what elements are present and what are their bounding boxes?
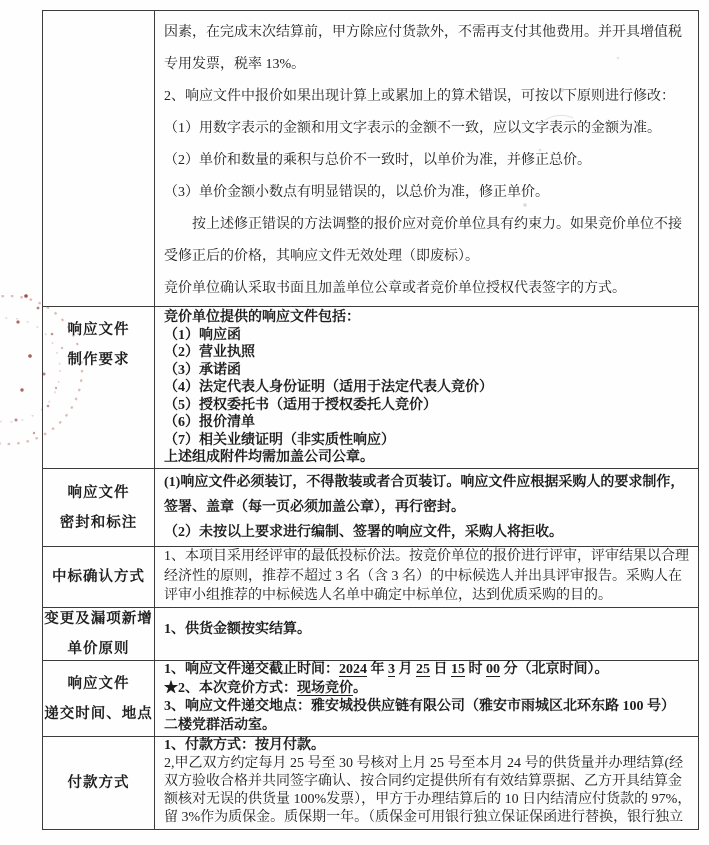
content-line: 受修正后的价格，其响应文件无效处理（即废标）。: [164, 249, 479, 264]
row-header-line: 付款方式: [67, 775, 130, 791]
underlined-text: 现场竞价: [297, 680, 353, 696]
content-line: 2、响应文件中报价如果出现计算上或累加上的算术错误，可按以下原则进行修改：: [164, 89, 675, 104]
content-line: （5）授权委托书（适用于授权委托人竞价）: [164, 397, 437, 413]
content-line: 按上述修正错误的方法调整的报价应对竞价单位具有约束力。如果竞价单位不接: [164, 217, 682, 232]
row-content: [155, 547, 698, 607]
text-segment: 1、响应文件递交截止时间：: [164, 662, 339, 677]
content-line: 1、付款方式：按月付款。: [164, 738, 325, 753]
content-line: 上述组成附件均需加盖公司公章。: [164, 450, 374, 465]
row-header: [43, 661, 155, 736]
row-header: [43, 469, 155, 546]
requirements-table: [42, 10, 699, 830]
row-header: [43, 11, 155, 306]
row-content: [155, 469, 698, 546]
text-segment: 时: [465, 662, 486, 677]
text-segment: 日: [430, 662, 451, 677]
content-line: 竞价单位确认采取书面且加盖单位公章或者竞价单位授权代表签字的方式。: [164, 281, 626, 296]
content-line: 1、本项目采用经评审的最低投标价法。按竞价单位的报价进行评审，评审结果以合理: [164, 549, 689, 564]
content-line: 因素，在完成末次结算前，甲方除应付货款外，不需再支付其他费用。并开具增值税: [164, 25, 682, 40]
content-line: 双方验收合格并共同签字确认、按合同约定提供所有有效结算票据、乙方开具结算金: [164, 774, 682, 789]
row-content: [155, 11, 698, 306]
table-row: [43, 661, 698, 737]
table-row: [43, 307, 698, 469]
row-header-line: 变更及漏项新增: [44, 611, 153, 627]
underlined-text: 2024: [339, 662, 367, 677]
row-header-line: 中标确认方式: [52, 569, 145, 585]
text-segment: ★2、本次竞价方式：: [164, 680, 297, 696]
text-segment: 。: [353, 680, 367, 696]
content-line: 2,甲乙双方约定每月 25 号至 30 号核对上月 25 号至本月 24 号的供货量并办理结算(经: [164, 756, 684, 771]
content-line: 1、供货金额按实结算。: [164, 622, 311, 637]
table-row: [43, 547, 698, 608]
content-line: [164, 680, 694, 699]
text-segment: 月: [395, 662, 416, 677]
content-line: （2）未按以上要求进行编制、签署的响应文件，采购人将拒收。: [164, 525, 563, 540]
row-content: [155, 737, 698, 829]
content-line: （4）法定代表人身份证明（适用于法定代表人竞价）: [164, 380, 493, 395]
underlined-text: 25: [416, 662, 430, 677]
text-segment: 年: [367, 662, 388, 677]
content-line: (1)响应文件必须装订，不得散装或者合页装订。响应文件应根据采购人的要求制作，: [164, 475, 685, 490]
row-content: [155, 608, 698, 660]
content-line: 评审小组推荐的中标候选人名单中确定中标单位，达到优质采购的目的。: [164, 588, 612, 603]
row-content: [155, 661, 698, 736]
content-line: 签署、盖章（每一页必须加盖公章），再行密封。: [164, 500, 465, 515]
content-line: 额核对无误的供货量 100%发票），甲方于办理结算后的 10 日内结清应付货款的 97%，: [164, 792, 692, 807]
underlined-text: 00: [486, 662, 500, 677]
table-row: [43, 469, 698, 547]
content-line: （7）相关业绩证明（非实质性响应）: [164, 432, 395, 448]
row-header-line: 密封和标注: [59, 514, 138, 531]
row-header: [43, 737, 155, 829]
table-row: [43, 11, 698, 307]
row-header-line: 单价原则: [67, 641, 130, 657]
row-content: [155, 307, 698, 468]
row-header-line: 响应文件: [67, 322, 130, 338]
row-header-line: 响应文件: [67, 675, 130, 692]
table-row: [43, 608, 698, 661]
content-line: 竞价单位提供的响应文件包括：: [164, 310, 360, 325]
content-line: 3、响应文件递交地点：雅安城投供应链有限公司（雅安市雨城区北环东路 100 号）: [164, 699, 675, 714]
content-line: （3）单价金额小数点有明显错误的，以总价为准，修正单价。: [164, 185, 549, 200]
content-line: （1）用数字表示的金额和用文字表示的金额不一致，应以文字表示的金额为准。: [164, 121, 661, 136]
underlined-text: 15: [451, 662, 465, 677]
text-segment: 分（北京时间）。: [500, 662, 609, 677]
content-line: [164, 661, 694, 680]
content-line: 专用发票，税率 13%。: [164, 57, 306, 72]
content-line: 二楼党群活动室。: [164, 717, 276, 733]
row-header: [43, 307, 155, 468]
content-line: 留 3%作为质保金。质保期一年。（质保金可用银行独立保证保函进行替换，银行独立: [164, 810, 684, 825]
content-line: 经济性的原则，推荐不超过 3 名（含 3 名）的中标候选人并出具评审报告。采购人在: [164, 568, 682, 584]
row-header-line: 响应文件: [67, 484, 130, 501]
row-header: [43, 608, 155, 660]
underlined-text: 3: [388, 662, 395, 677]
row-header-line: 递交时间、地点: [44, 705, 153, 722]
content-line: （2）营业执照: [164, 345, 255, 360]
content-line: （2）单价和数量的乘积与总价不一致时，以单价为准，并修正总价。: [164, 153, 591, 168]
table-row: [43, 737, 698, 829]
content-line: （6）报价清单: [164, 415, 255, 430]
content-line: （3）承诺函: [164, 362, 241, 378]
row-header-line: 制作要求: [67, 352, 130, 368]
content-line: （1）响应函: [164, 327, 241, 343]
row-header: [43, 547, 155, 607]
